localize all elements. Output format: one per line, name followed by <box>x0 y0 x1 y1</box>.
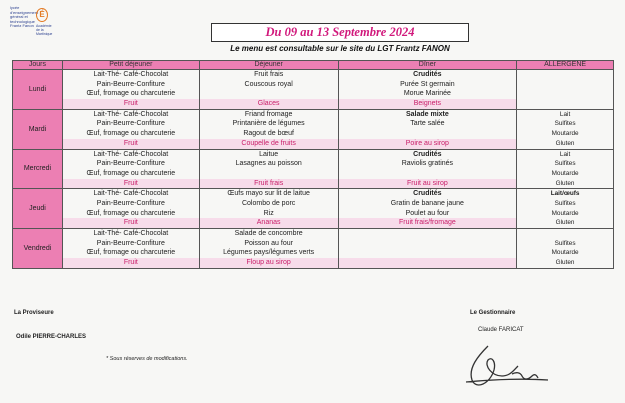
table-row <box>13 149 614 189</box>
breakfast-item: Pain-Beurre-Confiture <box>96 80 165 88</box>
dinner-item: Crudités <box>413 71 442 78</box>
day-cell: Lundi <box>13 70 63 110</box>
allergen-item: Sulfites <box>554 120 576 128</box>
lunch-item: Floup au sirop <box>200 258 338 268</box>
lunch-item: Laitue <box>259 150 279 158</box>
dinner-cell <box>338 109 517 149</box>
lunch-item: Poisson au four <box>244 239 293 247</box>
lunch-item: Salade de concombre <box>234 230 303 237</box>
day-cell: Mardi <box>13 109 63 149</box>
breakfast-item: Fruit <box>63 99 199 109</box>
allergen-item <box>517 99 613 109</box>
lunch-item: Œufs mayo sur lit de laitue <box>227 190 310 198</box>
allergen-item: Lait <box>559 150 571 158</box>
lunch-item: Printanière de légumes <box>232 120 305 128</box>
column-header-lunch: Déjeuner <box>199 61 338 70</box>
dinner-item: Tarte salée <box>410 120 445 128</box>
breakfast-item: Œuf, fromage ou charcuterie <box>86 169 176 177</box>
dinner-item: Salade mixte <box>405 110 449 118</box>
principal-role: La Proviseure <box>14 310 54 316</box>
allergen-cell <box>517 229 614 269</box>
lunch-cell <box>199 149 338 189</box>
allergen-item <box>517 229 613 239</box>
principal-name: Odile PIERRE-CHARLES <box>16 334 87 340</box>
table-row <box>13 70 614 110</box>
dinner-item: Morue Marinée <box>403 90 451 98</box>
logo-badge-icon: É <box>36 8 48 22</box>
dinner-item: Poulet au four <box>405 209 450 217</box>
allergen-cell <box>517 149 614 189</box>
column-header-dinner: Dîner <box>338 61 517 70</box>
school-logo <box>10 5 53 46</box>
dinner-item: Beignets <box>339 99 517 109</box>
allergen-cell <box>517 189 614 229</box>
allergen-item <box>517 89 613 99</box>
breakfast-cell <box>62 70 199 110</box>
menu-title: Du 09 au 13 Septembre 2024 <box>211 23 469 42</box>
table-row <box>13 229 614 269</box>
allergen-item <box>517 80 613 90</box>
dinner-item: Poire au sirop <box>339 139 517 149</box>
allergen-item: Moutarde <box>551 249 579 257</box>
lunch-item: Ragout de bœuf <box>243 130 294 138</box>
lunch-item: Fruit frais <box>254 71 284 78</box>
menu-subtitle: Le menu est consultable sur le site du LGT Frantz FANON <box>230 44 450 53</box>
breakfast-item: Fruit <box>63 179 199 189</box>
dinner-item: Crudités <box>413 150 442 158</box>
allergen-item: Lait/œufs <box>550 190 580 198</box>
table-row <box>13 109 614 149</box>
allergen-item <box>517 70 613 80</box>
breakfast-cell <box>62 229 199 269</box>
manager-role: Le Gestionnaire <box>470 310 516 316</box>
lunch-cell <box>199 70 338 110</box>
day-cell: Vendredi <box>13 229 63 269</box>
breakfast-item: Lait-Thé- Café-Chocolat <box>93 190 169 198</box>
dinner-item: Crudités <box>413 190 442 198</box>
signature-image <box>458 336 568 398</box>
breakfast-item: Lait-Thé- Café-Chocolat <box>93 71 169 78</box>
footnote: * Sous réserves de modifications. <box>106 356 188 362</box>
breakfast-item: Fruit <box>63 258 199 268</box>
breakfast-item: Lait-Thé- Café-Chocolat <box>93 230 169 237</box>
dinner-cell <box>338 229 517 269</box>
allergen-item: Lait <box>559 110 571 118</box>
column-header-allergens: ALLERGENE <box>517 61 614 70</box>
allergen-item: Sulfites <box>554 199 576 207</box>
lunch-item <box>200 169 338 179</box>
dinner-item <box>339 229 517 239</box>
day-cell: Jeudi <box>13 189 63 229</box>
table-header-row <box>13 61 614 70</box>
lunch-cell <box>199 189 338 229</box>
dinner-item: Fruit au sirop <box>339 179 517 189</box>
lunch-item: Ananas <box>200 218 338 228</box>
breakfast-cell <box>62 149 199 189</box>
dinner-item: Gratin de banane jaune <box>390 199 464 207</box>
dinner-item <box>339 239 517 249</box>
breakfast-item: Lait-Thé- Café-Chocolat <box>93 150 169 158</box>
breakfast-item: Pain-Beurre-Confiture <box>96 160 165 168</box>
breakfast-cell <box>62 109 199 149</box>
lunch-item: Colombo de porc <box>241 199 296 207</box>
breakfast-item: Œuf, fromage ou charcuterie <box>86 130 176 138</box>
dinner-item <box>339 248 517 258</box>
breakfast-item: Pain-Beurre-Confiture <box>96 239 165 247</box>
dinner-item <box>339 129 517 139</box>
lunch-cell <box>199 229 338 269</box>
breakfast-item: Pain-Beurre-Confiture <box>96 199 165 207</box>
allergen-item: Sulfites <box>554 160 576 168</box>
allergen-item: Moutarde <box>551 209 579 217</box>
dinner-item: Raviolis gratinés <box>401 160 454 168</box>
dinner-cell <box>338 70 517 110</box>
breakfast-item: Fruit <box>63 218 199 228</box>
breakfast-cell <box>62 189 199 229</box>
dinner-item: Fruit frais/fromage <box>339 218 517 228</box>
dinner-item <box>339 169 517 179</box>
lunch-cell <box>199 109 338 149</box>
allergen-item: Sulfites <box>554 239 576 247</box>
breakfast-item: Œuf, fromage ou charcuterie <box>86 209 176 217</box>
column-header-breakfast: Petit déjeuner <box>62 61 199 70</box>
allergen-item: Gluten <box>555 219 575 227</box>
allergen-item: Gluten <box>555 259 575 267</box>
breakfast-item: Œuf, fromage ou charcuterie <box>86 90 176 98</box>
breakfast-item: Œuf, fromage ou charcuterie <box>86 249 176 257</box>
allergen-item: Gluten <box>555 139 575 147</box>
manager-name: Claude FARICAT <box>478 327 524 333</box>
lunch-item: Glaces <box>200 99 338 109</box>
logo-text-right: Académie de la Martinique <box>36 24 53 36</box>
dinner-item <box>339 258 517 268</box>
breakfast-item: Lait-Thé- Café-Chocolat <box>93 110 169 118</box>
lunch-item: Couscous royal <box>244 80 293 88</box>
allergen-cell <box>517 109 614 149</box>
column-header-days: Jours <box>13 61 63 70</box>
lunch-item: Coupelle de fruits <box>200 139 338 149</box>
breakfast-item: Pain-Beurre-Confiture <box>96 120 165 128</box>
dinner-cell <box>338 149 517 189</box>
menu-table <box>12 60 614 269</box>
allergen-item: Gluten <box>555 179 575 187</box>
table-row <box>13 189 614 229</box>
dinner-item: Purée St germain <box>400 80 455 88</box>
breakfast-item: Fruit <box>63 139 199 149</box>
lunch-item: Légumes pays/légumes verts <box>223 249 315 257</box>
allergen-cell <box>517 70 614 110</box>
lunch-item: Fruit frais <box>200 179 338 189</box>
day-cell: Mercredi <box>13 149 63 189</box>
logo-text-left: lycée d'enseignement général et technologique Frantz Fanon <box>10 5 39 28</box>
lunch-item: Lasagnes au poisson <box>235 160 302 168</box>
allergen-item: Moutarde <box>551 130 579 138</box>
allergen-item: Moutarde <box>551 169 579 177</box>
lunch-item: Riz <box>263 209 274 217</box>
lunch-item: Friand fromage <box>244 110 293 118</box>
dinner-cell <box>338 189 517 229</box>
lunch-item <box>200 89 338 99</box>
